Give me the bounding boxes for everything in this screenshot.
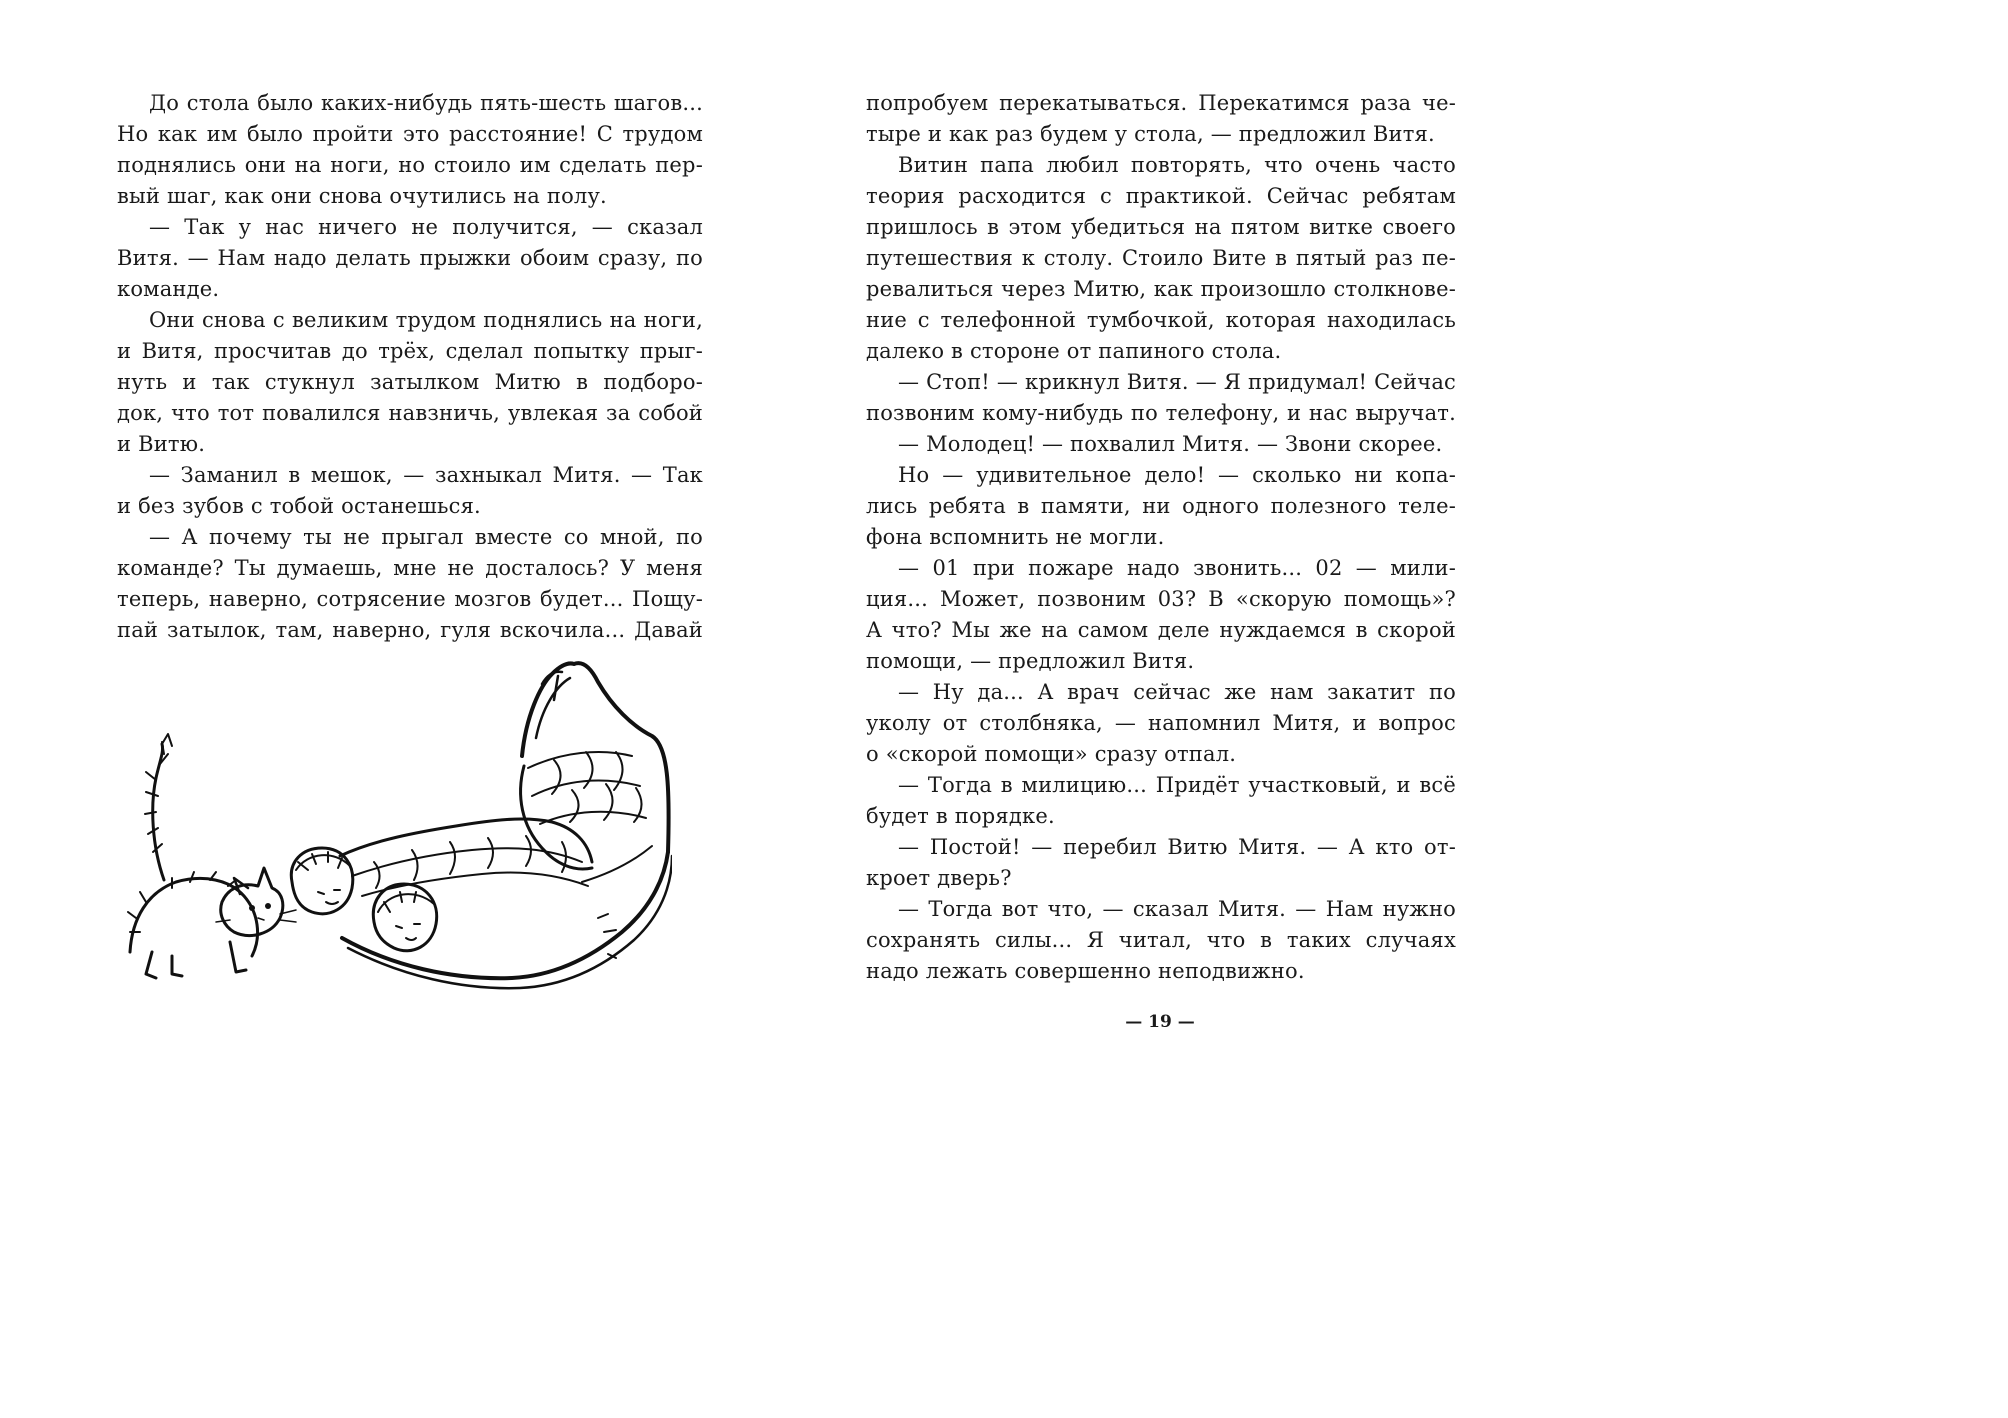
text-line: Но как им было пройти это расстояние! С трудом (117, 122, 703, 146)
text-line: док, что тот повалился навзничь, увлекая за собой (117, 401, 703, 425)
text-line: попробуем перекатываться. Перекатимся раза че- (866, 91, 1456, 115)
text-line: надо лежать совершенно неподвижно. (866, 959, 1305, 983)
text-line: путешествия к столу. Стоило Вите в пятый раз пе- (866, 246, 1456, 270)
text-line: — Заманил в мешок, — захныкал Митя. — Так (149, 463, 703, 487)
text-line: команде? Ты думаешь, мне не досталось? У меня (117, 556, 703, 580)
text-line: о «скорой помощи» сразу отпал. (866, 742, 1237, 766)
text-line: ревалиться через Митю, как произошло столкнове- (866, 277, 1456, 301)
text-line: Они снова с великим трудом поднялись на ноги, (149, 308, 703, 332)
text-line: — Тогда в милицию... Придёт участковый, и всё (898, 773, 1456, 797)
text-line: будет в порядке. (866, 804, 1055, 828)
text-line: позвоним кому-нибудь по телефону, и нас выручат. (866, 401, 1456, 425)
text-line: ция... Может, позвоним 03? В «скорую помощь»? (866, 587, 1456, 611)
text-line: уколу от столбняка, — напомнил Митя, и вопрос (866, 711, 1456, 735)
text-line: — Постой! — перебил Витю Митя. — А кто от- (898, 835, 1456, 859)
text-line: вый шаг, как они снова очутились на полу. (117, 184, 607, 208)
text-line: — Так у нас ничего не получится, — сказал (149, 215, 703, 239)
text-line: — Тогда вот что, — сказал Митя. — Нам нужно (898, 897, 1456, 921)
text-line: фона вспомнить не могли. (866, 525, 1165, 549)
text-line: — Стоп! — крикнул Витя. — Я придумал! Сейчас (898, 370, 1456, 394)
text-line: — 01 при пожаре надо звонить... 02 — мили- (898, 556, 1456, 580)
text-line: — А почему ты не прыгал вместе со мной, по (149, 525, 703, 549)
text-line: команде. (117, 277, 220, 301)
text-line: сохранять силы... Я читал, что в таких случаях (866, 928, 1456, 952)
left-page-text (117, 88, 703, 646)
right-page-text (866, 88, 1456, 987)
text-line: нуть и так стукнул затылком Митю в подборо- (117, 370, 703, 394)
text-line: и Витю. (117, 432, 206, 456)
text-line: и Витя, просчитав до трёх, сделал попытку прыг- (117, 339, 703, 363)
text-line: — Молодец! — похвалил Митя. — Звони скорее. (898, 432, 1443, 456)
text-line: поднялись они на ноги, но стоило им сделать пер- (117, 153, 703, 177)
text-line: Витин папа любил повторять, что очень часто (898, 153, 1456, 177)
text-line: ние с телефонной тумбочкой, которая находилась (866, 308, 1456, 332)
page-number: — 19 — (1125, 1012, 1195, 1032)
text-line: далеко в стороне от папиного стола. (866, 339, 1282, 363)
text-line: кроет дверь? (866, 866, 1012, 890)
text-line: и без зубов с тобой останешься. (117, 494, 481, 518)
text-line: пай затылок, там, наверно, гуля вскочила... Давай (117, 618, 703, 642)
text-line: А что? Мы же на самом деле нуждаемся в скорой (866, 618, 1456, 642)
text-line: Витя. — Нам надо делать прыжки обоим сразу, по (117, 246, 703, 270)
text-line: пришлось в этом убедиться на пятом витке своего (866, 215, 1456, 239)
text-line: лись ребята в памяти, ни одного полезного теле- (866, 494, 1456, 518)
text-line: тыре и как раз будем у стола, — предложил Витя. (866, 122, 1435, 146)
ink-drawing-cat-boys-slipper-icon (112, 656, 672, 1002)
text-line: Но — удивительное дело! — сколько ни копа- (898, 463, 1456, 487)
text-line: До стола было каких-нибудь пять-шесть шагов... (149, 91, 703, 115)
text-line: помощи, — предложил Витя. (866, 649, 1195, 673)
text-line: теперь, наверно, сотрясение мозгов будет... Пощу- (117, 587, 703, 611)
text-line: теория расходится с практикой. Сейчас ребятам (866, 184, 1456, 208)
text-line: — Ну да... А врач сейчас же нам закатит по (898, 680, 1456, 704)
